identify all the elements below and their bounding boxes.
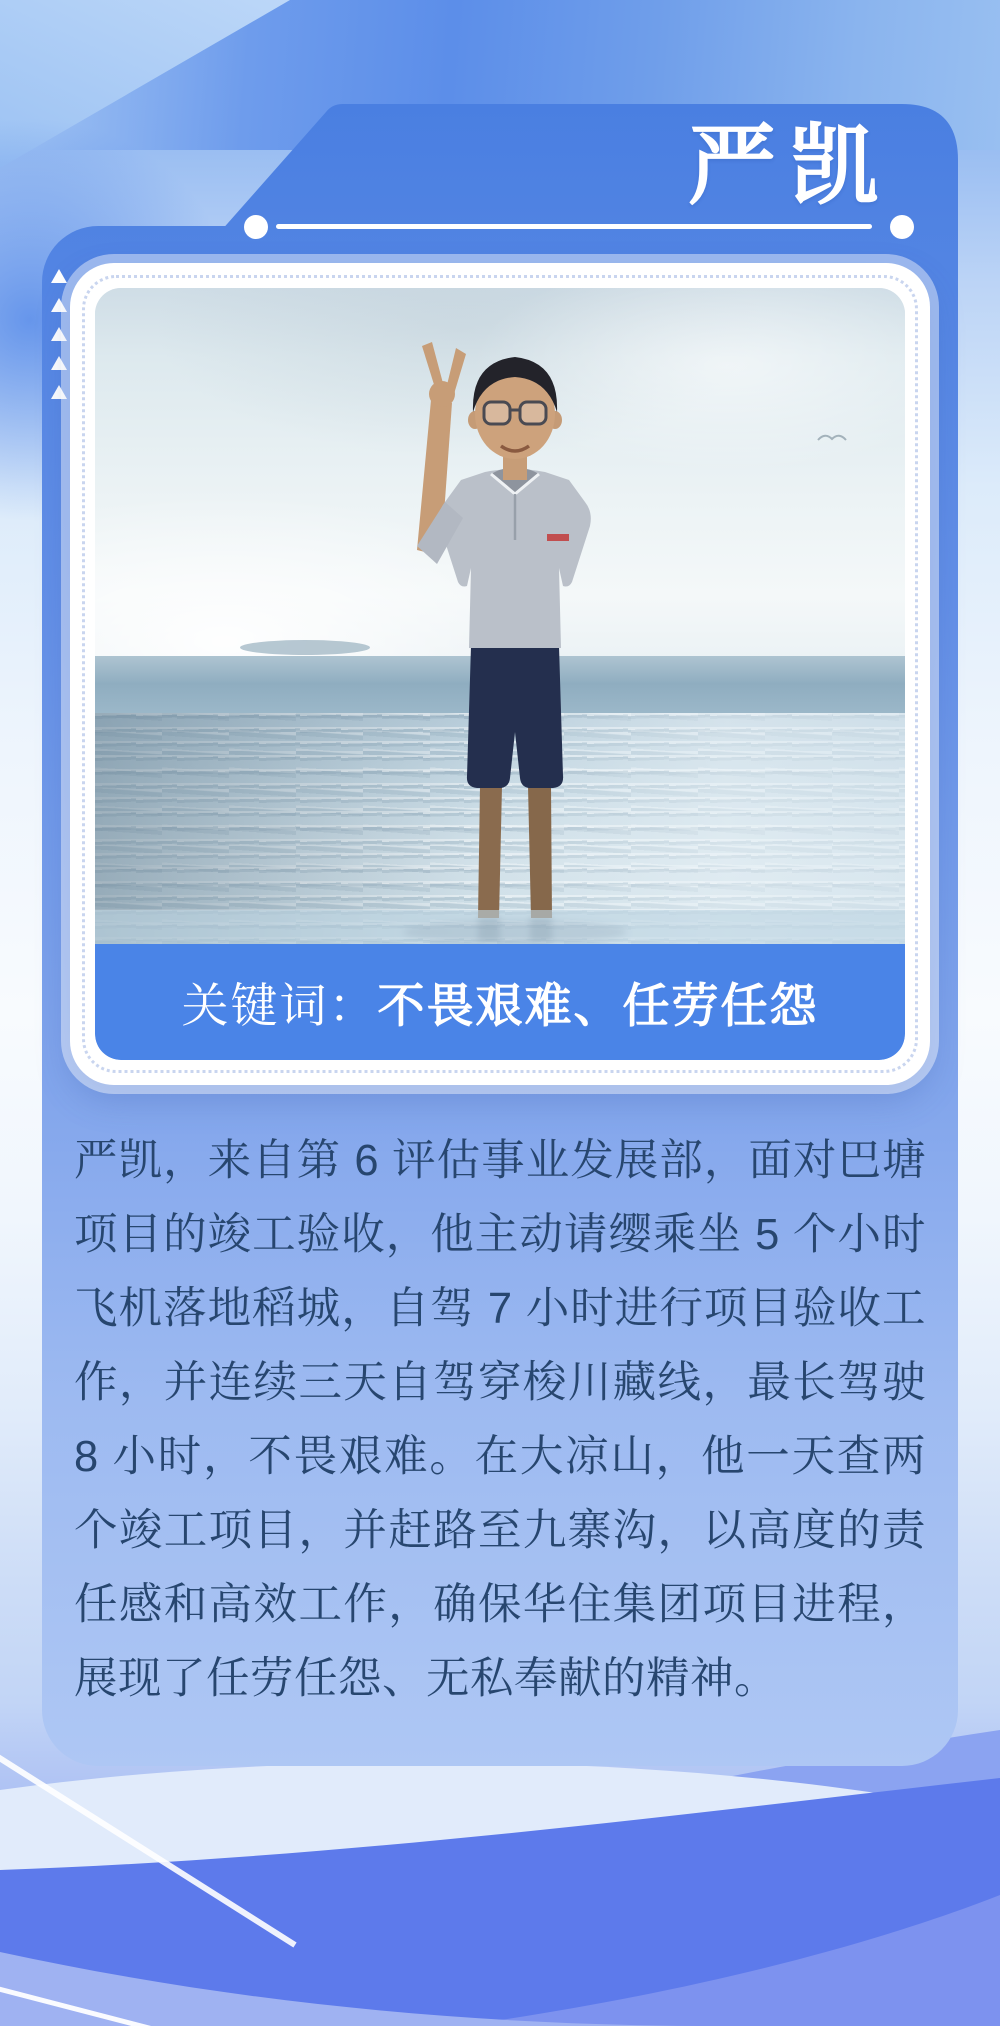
title-underline bbox=[276, 224, 872, 229]
underline-dot-right bbox=[890, 215, 914, 239]
caption-label: 关键词： bbox=[181, 978, 378, 1032]
page-title: 严凯 bbox=[687, 116, 892, 215]
person-photo bbox=[95, 288, 905, 944]
underline-dot-left bbox=[244, 215, 268, 239]
body-paragraph: 严凯，来自第 6 评估事业发展部，面对巴塘项目的竣工验收，他主动请缨乘坐 5 个小时飞机落地稻城，自驾 7 小时进行项目验收工作，并连续三天自驾穿梭川藏线，最长驾驶 8 小时，不畏艰难。在大凉山，他一天查两个竣工项目，并赶路至九寨沟，以高度的责任感和高效工作，确保华住集团项目进程，展现了任劳任怨、无私奉献的精神。 bbox=[74, 1137, 926, 1703]
caption-keywords: 不畏艰难、任劳任怨 bbox=[377, 978, 819, 1032]
keyword-caption bbox=[95, 944, 905, 1060]
photo-card bbox=[70, 263, 930, 1085]
photo-card-inner bbox=[95, 288, 905, 1060]
person-figure bbox=[95, 288, 905, 944]
